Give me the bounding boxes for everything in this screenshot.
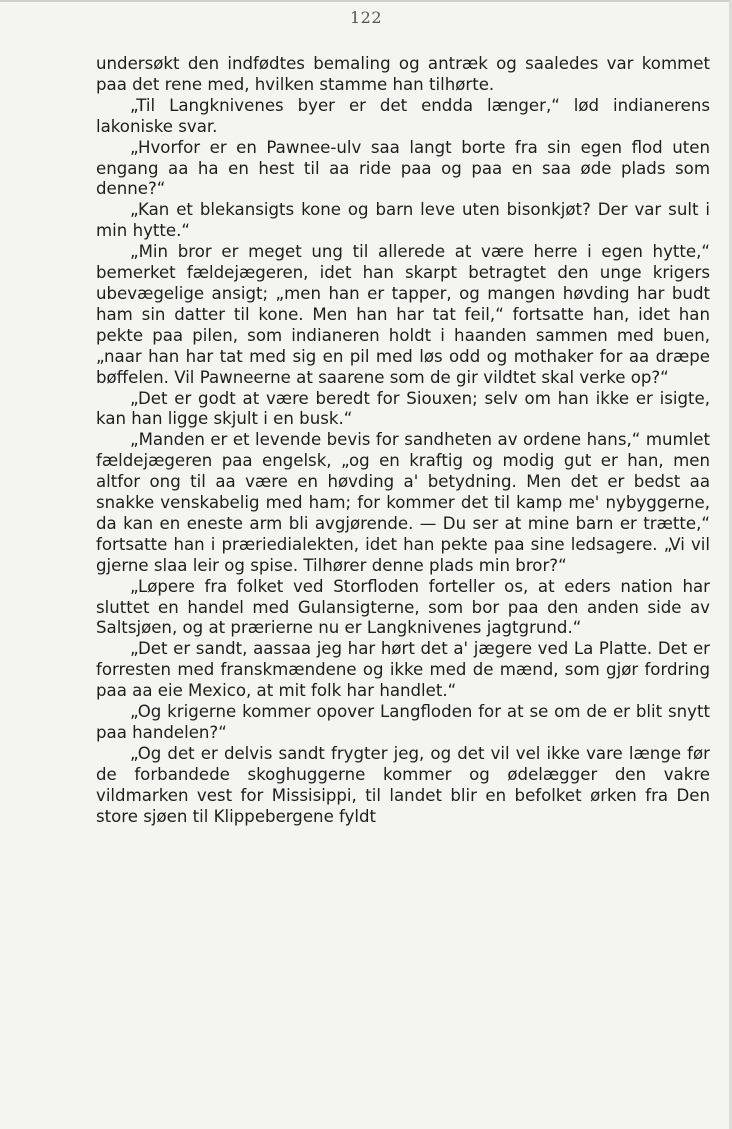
- paragraph: „Min bror er meget ung til allerede at være herre i egen hytte,“ bemerket fældejægeren, idet han skarpt betragtet den unge krigers ubevægelige ansigt; „men han er tapper, og mangen høvding har budt ham sin datter til kone. Men han har tat feil,“ fortsatte han, idet han pekte paa pilen, som indianeren holdt i haanden sammen med buen, „naar han har tat med sig en pil med løs odd og mothaker for aa dræpe bøffelen. Vil Pawneerne at saarene som de gir vildtet skal verke op?“: [96, 242, 710, 387]
- paragraph: „Det er sandt, aassaa jeg har hørt det a' jægere ved La Platte. Det er forresten med franskmændene og ikke med de mænd, som gjør fordring paa aa eie Mexico, at mit folk har handlet.“: [96, 639, 710, 701]
- paragraph: „Det er godt at være beredt for Siouxen; selv om han ikke er isigte, kan han ligge skjult i en busk.“: [96, 388, 710, 429]
- paragraph: „Løpere fra folket ved Storfloden forteller os, at eders nation har sluttet en handel med Gulansigterne, som bor paa den anden side av Saltsjøen, og at prærierne nu er Langknivenes jagtgrund.“: [96, 576, 710, 638]
- paragraph: undersøkt den indfødtes bemaling og antræk og saaledes var kommet paa det rene med, hvilken stamme han tilhørte.: [96, 54, 710, 94]
- paragraph: „Og det er delvis sandt frygter jeg, og det vil vel ikke vare længe før de forbandede skoghuggerne kommer og ødelægger den vakre vildmarken vest for Missisippi, til landet blir en befolket ørken fra Den store sjøen til Klippebergene fyldt: [96, 743, 710, 826]
- paragraph: „Og krigerne kommer opover Langfloden for at se om de er blit snytt paa handelen?“: [96, 702, 710, 742]
- body-text: [96, 54, 710, 828]
- paragraph: „Kan et blekansigts kone og barn leve uten bisonkjøt? Der var sult i min hytte.“: [96, 200, 710, 241]
- page-top-edge: [0, 0, 732, 2]
- page-number: 122: [349, 8, 383, 27]
- paragraph: „Hvorfor er en Pawnee-ulv saa langt borte fra sin egen flod uten engang aa ha en hest til aa ride paa og paa en saa øde plads som denne?“: [96, 137, 710, 199]
- paragraph: „Til Langknivenes byer er det endda længer,“ lød indianerens lakoniske svar.: [96, 95, 710, 136]
- paragraph: „Manden er et levende bevis for sandheten av ordene hans,“ mumlet fældejægeren paa engelsk, „og en kraftig og modig gut er han, men altfor ong til aa være en høvding a' betydning. Men det er bedst aa snakke venskabelig med ham; for kommer det til kamp me' nybyggerne, da kan en eneste arm bli avgjørende. — Du ser at mine barn er trætte,“ fortsatte han i præriedialekten, idet han pekte paa sine ledsagere. „Vi vil gjerne slaa leir og spise. Tilhører denne plads min bror?“: [96, 430, 710, 575]
